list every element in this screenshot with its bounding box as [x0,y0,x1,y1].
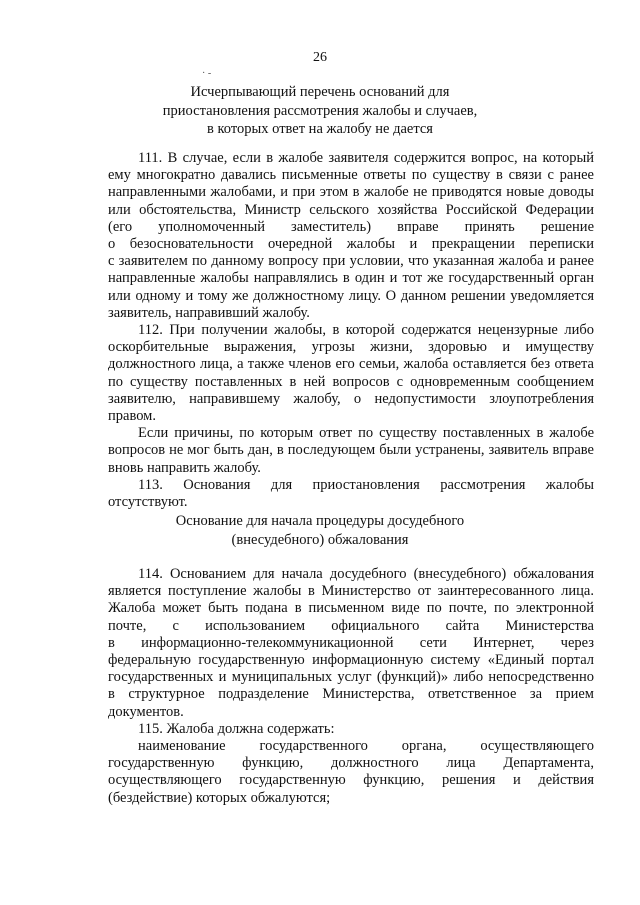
text-line: осуществляющего государственную функцию, решения и действия [108,772,594,789]
text-line: заявитель, направивший жалобу. [108,304,310,321]
text-line: является поступление жалобы в Министерство от заинтересованного лица. [108,583,594,600]
section-body-appeal-basis [108,566,594,807]
text-line: 114. Основанием для начала досудебного (внесудебного) обжалования [138,566,594,582]
text-line: направленные жалобы направлялись в один и тот же государственный орган [108,270,594,287]
section-body-complaint-grounds [108,150,594,511]
text-line: в структурное подразделение Министерства, ответственное за прием [108,686,594,703]
text-line: заявителю, направившему жалобу, о недопустимости злоупотребления [108,390,594,407]
text-line: направленными жалобами, и при этом в жалобе не приводятся новые доводы [108,184,594,201]
section-title-line: в которых ответ на жалобу не дается [207,121,433,137]
text-line: 113. Основания для приостановления рассмотрения жалобы [138,476,594,493]
text-line: Если причины, по которым ответ по существу поставленных в жалобе [138,425,594,442]
text-line: в информационно-телекоммуникационной сети Интернет, через [108,634,594,651]
text-line: Жалоба может быть подана в письменном виде по почте, по электронной [108,600,594,617]
text-line: ему многократно давались письменные ответы по существу в связи с ранее [108,167,594,184]
section-title-line: приостановления рассмотрения жалобы и случаев, [162,102,478,119]
text-line: федеральную государственную информационную систему «Единый портал [108,652,594,669]
text-line: по существу поставленных в ней вопросов с одновременным сообщением [108,373,594,390]
text-line: почте, с использованием официального сайта Министерства [108,617,594,634]
text-line: наименование государственного органа, осуществляющего [138,738,594,755]
section-title-line: (внесудебного) обжалования [231,531,409,548]
section-title-line: Основание для начала процедуры досудебного [175,513,465,529]
text-line: или одному и тому же должностному лицу. О данном решении уведомляется [108,287,594,304]
text-line: 115. Жалоба должна содержать: [138,720,335,737]
text-line: государственную функцию, должностного лица Департамента, [108,755,594,772]
text-line: оскорбительные выражения, угрозы жизни, здоровью и имуществу [108,339,594,356]
section-title-line: Исчерпывающий перечень оснований для [190,84,450,100]
text-line: отсутствуют. [108,494,188,511]
text-line: о безосновательности очередной жалобы и прекращении переписки [108,236,594,253]
text-line: или обстоятельства, Министр сельского хозяйства Российской Федерации [108,201,594,218]
text-line: 112. При получении жалобы, в которой содержатся нецензурные либо [138,322,594,339]
section-title-complaint-grounds [0,83,640,139]
text-line: документов. [108,703,184,720]
text-line: должностного лица, а также членов его семьи, жалоба оставляется без ответа [108,356,594,373]
text-line: (бездействие) которых обжалуются; [108,789,331,806]
scan-mark: · - [202,68,212,79]
text-line: государственных и муниципальных услуг (функций)» либо непосредственно [108,669,594,686]
text-line: вновь направить жалобу. [108,459,261,476]
text-line: (его уполномоченный заместитель) вправе принять решение [108,218,594,235]
text-line: 111. В случае, если в жалобе заявителя содержится вопрос, на который [138,150,594,166]
text-line: правом. [108,408,156,425]
text-line: вопросов не мог быть дан, в последующем были устранены, заявитель вправе [108,442,594,459]
text-line: с заявителем по данному вопросу при условии, что указанная жалоба и ранее [108,253,594,270]
page-number: 26 [313,50,327,65]
section-title-appeal-basis [0,512,640,549]
